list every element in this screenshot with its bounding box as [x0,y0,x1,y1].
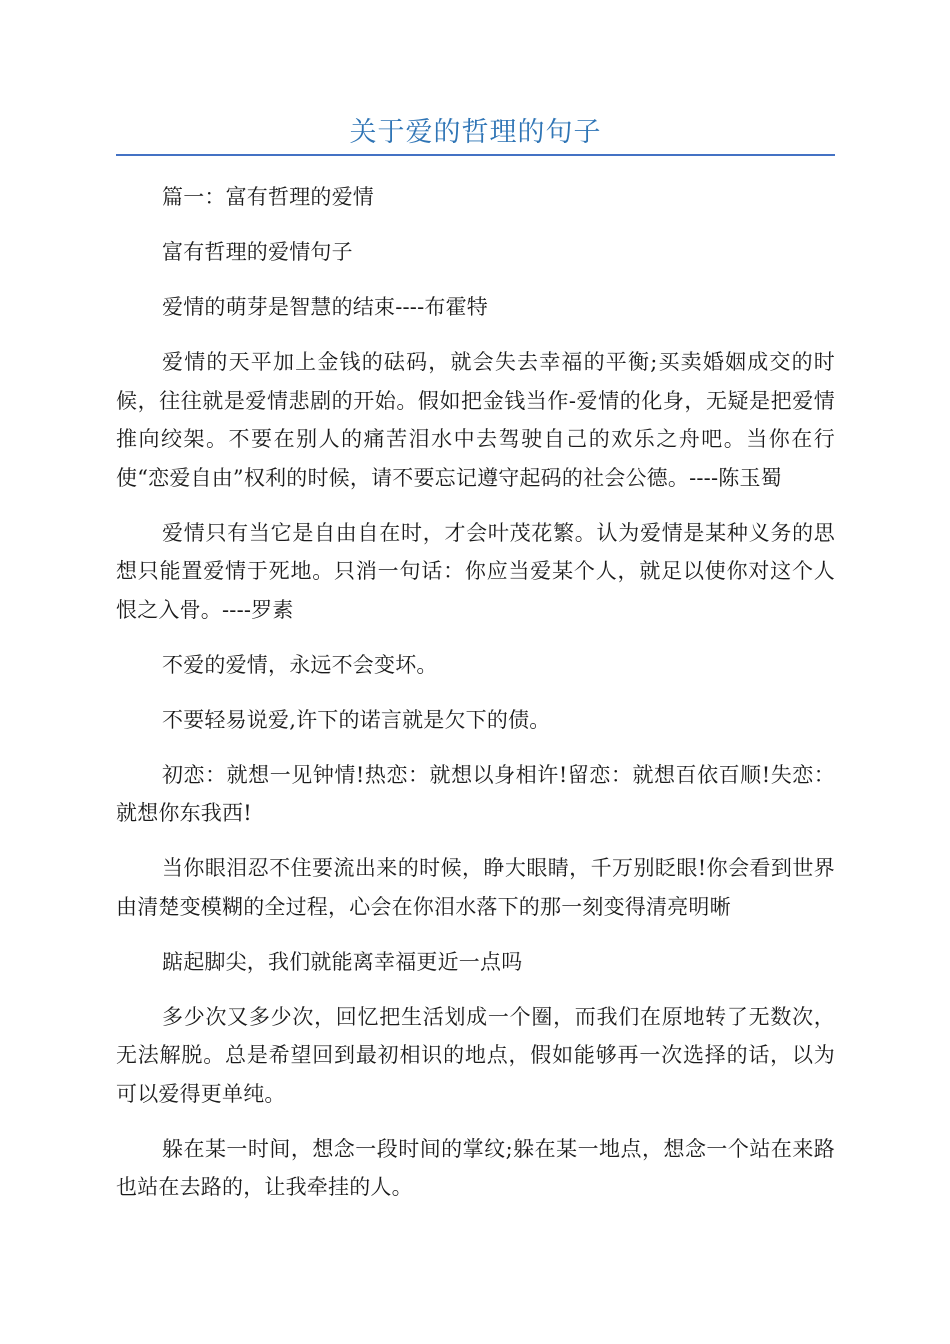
paragraph: 爱情只有当它是自由自在时，才会叶茂花繁。认为爱情是某种义务的思想只能置爱情于死地。只消一句话：你应当爱某个人，就足以使你对这个人恨之入骨。----罗素 [116,520,835,622]
document-title: 关于爱的哲理的句子 [349,117,602,148]
paragraph: 篇一：富有哲理的爱情 [162,185,374,209]
paragraph: 踮起脚尖，我们就能离幸福更近一点吗 [162,949,523,974]
paragraph: 富有哲理的爱情句子 [162,240,353,264]
paragraph: 不爱的爱情，永远不会变坏。 [162,652,438,677]
paragraph: 多少次又多少次，回忆把生活划成一个圈，而我们在原地转了无数次，无法解脱。总是希望回到最初相识的地点，假如能够再一次选择的话，以为可以爱得更单纯。 [116,1004,835,1106]
document-body [116,178,835,1207]
paragraph: 爱情的天平加上金钱的砝码，就会失去幸福的平衡;买卖婚姻成交的时候，往往就是爱情悲剧的开始。假如把金钱当作-爱情的化身，无疑是把爱情推向绞架。不要在别人的痛苦泪水中去驾驶自己的欢乐之舟吧。当你在行使“恋爱自由”权利的时候，请不要忘记遵守起码的社会公德。----陈玉蜀 [116,350,835,490]
paragraph: 初恋：就想一见钟情!热恋：就想以身相许!留恋：就想百依百顺!失恋：就想你东我西! [116,762,835,825]
paragraph: 爱情的萌芽是智慧的结束----布霍特 [162,295,488,319]
paragraph: 不要轻易说爱,许下的诺言就是欠下的债。 [162,707,551,732]
paragraph: 躲在某一时间，想念一段时间的掌纹;躲在某一地点，想念一个站在来路也站在去路的，让我牵挂的人。 [116,1136,835,1199]
title-block [116,0,835,156]
paragraph: 当你眼泪忍不住要流出来的时候，睁大眼睛，千万别眨眼!你会看到世界由清楚变模糊的全过程，心会在你泪水落下的那一刻变得清亮明晰 [116,856,835,919]
